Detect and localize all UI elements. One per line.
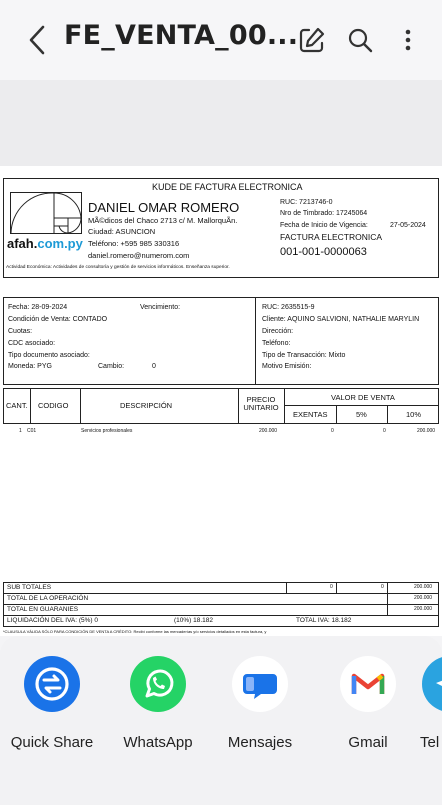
share-app-whatsapp[interactable] [115,656,201,751]
messages-icon [232,656,288,712]
document-title: FE_VENTA_00... [64,20,299,51]
vigencia-label: Fecha de Inicio de Vigencia: [280,222,368,229]
items-table-header [3,388,439,424]
client-ruc: RUC: 2635515-9 [262,304,315,311]
col-exentas: EXENTAS [293,410,328,419]
document-number: 001-001-0000063 [280,246,367,258]
cambio-label: Cambio: [98,363,125,370]
total-operacion-value: 200.000 [414,595,433,601]
col-codigo: CODIGO [38,401,69,410]
row-precio: 200.000 [259,428,278,434]
invoice-heading: KUDE DE FACTURA ELECTRONICA [152,182,303,192]
share-app-gmail[interactable] [325,656,411,751]
col-5: 5% [356,410,367,419]
col-cant: CANT. [6,401,28,410]
moneda: Moneda: PYG [8,363,52,370]
top-app-bar [0,0,442,80]
economic-activity: Actividad Económica: Actividades de consultoría y gestión de servicios informáticos. Enseñanza superior. [6,265,230,270]
golden-spiral-logo [10,192,82,234]
cambio-value: 0 [152,363,156,370]
row-exentas: 0 [331,428,334,434]
company-email: daniel.romero@numerom.com [88,251,190,260]
row-cant: 1 [19,428,22,434]
back-icon[interactable] [24,22,50,58]
gmail-icon [340,656,396,712]
search-icon[interactable] [344,24,376,56]
col-10: 10% [406,410,422,419]
company-name: DANIEL OMAR ROMERO [88,200,240,215]
app-label: WhatsApp [123,734,193,751]
row-descripcion: Servicios profesionales [81,428,133,434]
tipo-documento: Tipo documento asociado: [8,352,90,359]
more-icon[interactable] [392,24,424,56]
app-label: Gmail [348,734,388,751]
liquidacion-iva-row [3,615,439,627]
share-sheet [0,636,442,805]
total-operacion-label: TOTAL DE LA OPERACIÓN [7,595,89,602]
tipo-transaccion: Tipo de Transacción: Mixto [262,352,346,359]
direccion: Dirección: [262,328,294,335]
subtotal-exentas: 0 [330,584,333,590]
whatsapp-icon [130,656,186,712]
app-label: Tel [420,734,440,751]
row-codigo: C01 [27,428,37,434]
ruc: RUC: 7213746-0 [280,199,333,206]
quick-share-icon [24,656,80,712]
motivo-emision: Motivo Emisión: [262,363,312,370]
document-page[interactable] [0,166,442,636]
document-type: FACTURA ELECTRONICA [280,232,383,242]
divider [255,298,256,384]
row-10: 200.000 [417,428,436,434]
share-app-telegram[interactable] [422,656,442,751]
app-label: Quick Share [10,734,94,751]
table-row [3,427,439,437]
fecha: Fecha: 28-09-2024 [8,304,68,311]
subtotal-10: 200.000 [414,584,433,590]
liquidacion-10: (10%) 18.182 [174,617,214,624]
cliente: Cliente: AQUINO SALVIONI, NATHALIE MARYLIN [262,316,420,323]
company-city: Ciudad: ASUNCION [88,227,156,236]
col-valor-venta: VALOR DE VENTA [331,393,395,402]
row-5: 0 [383,428,386,434]
total-guaranies-label: TOTAL EN GUARANIES [7,606,79,613]
total-guaranies-value: 200.000 [414,606,433,612]
company-address: MÃ©dicos del Chaco 2713 c/ M. MallorquÃn. [88,216,238,225]
company-phone: Teléfono: +595 985 330316 [88,239,180,248]
app-label: Mensajes [227,734,293,751]
subtotales-label: SUB TOTALES [7,584,52,591]
col-descripcion: DESCRIPCIÓN [120,401,173,410]
telegram-icon [422,656,442,712]
timbrado: Nro de Timbrado: 17245064 [280,210,368,217]
vigencia-value: 27-05-2024 [390,222,426,229]
condicion-venta: Condición de Venta: CONTADO [8,316,108,323]
cuotas: Cuotas: [8,328,33,335]
vencimiento: Vencimiento: [140,304,181,311]
invoice-info-box [3,297,439,385]
telefono: Teléfono: [262,340,291,347]
edit-icon[interactable] [296,24,328,56]
logo-wordmark: afah.com.py [7,236,83,251]
viewer-background [0,80,442,166]
totals-section [3,582,439,636]
clausula-credito: *CLAUSULA VÁLIDA SÓLO PARA CONDICIÓN DE VENTA A CRÉDITO: Recibí conforme las mercaderías y/o servicios detallados en esta factura, y [3,629,267,634]
liquidacion-5: LIQUIDACIÓN DEL IVA: (5%) 0 [7,617,99,624]
col-precio: PRECIO UNITARIO [243,395,279,413]
share-app-mensajes[interactable] [217,656,303,751]
subtotal-5: 0 [381,584,384,590]
cdc-asociado: CDC asociado: [8,340,56,347]
invoice-header-box [3,178,439,278]
total-iva: TOTAL IVA: 18.182 [296,617,352,624]
share-app-quick-share[interactable] [9,656,95,751]
